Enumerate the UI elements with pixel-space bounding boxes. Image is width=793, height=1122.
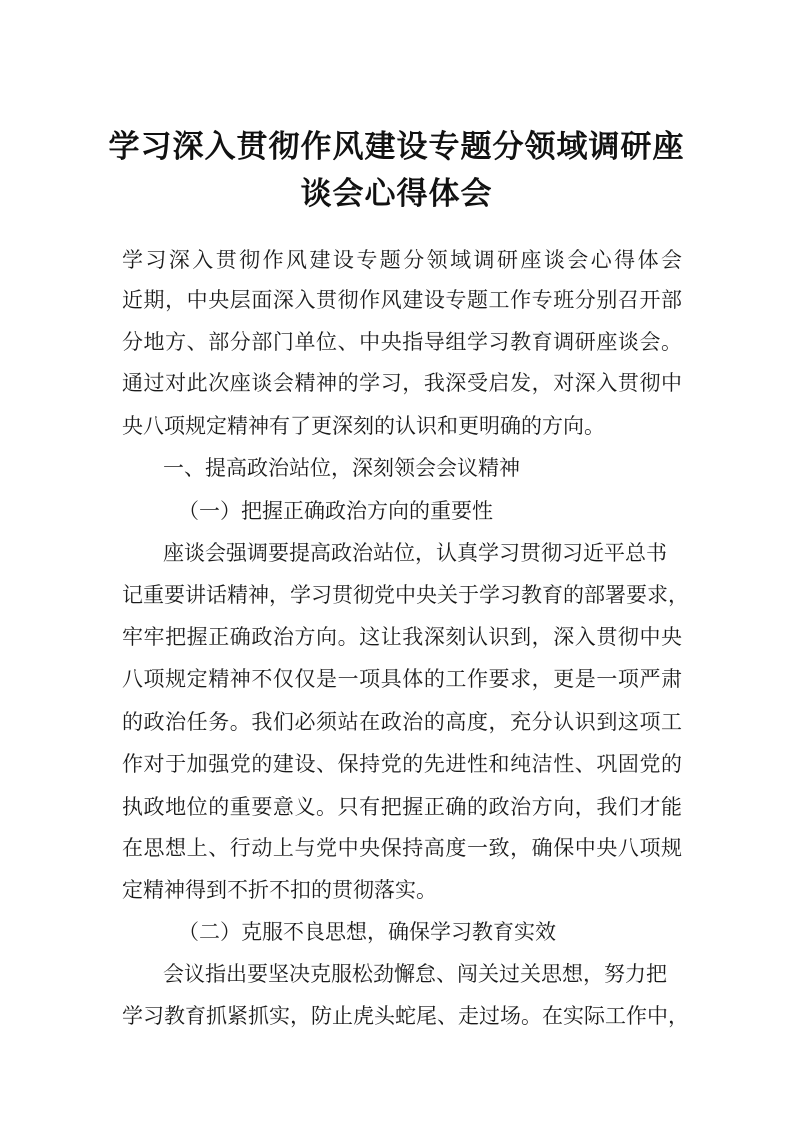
body-line: 近期，中央层面深入贯彻作风建设专题工作专班分别召开部 [122, 288, 682, 312]
document-title-line-2: 谈会心得体会 [300, 176, 493, 212]
body-line: 牢牢把握正确政治方向。这让我深刻认识到，深入贯彻中央 [122, 625, 682, 649]
subsection-heading: （一）把握正确政治方向的重要性 [178, 499, 493, 523]
body-line: 定精神得到不折不扣的贯彻落实。 [122, 878, 437, 902]
body-line: 执政地位的重要意义。只有把握正确的政治方向，我们才能 [122, 795, 682, 819]
body-line: 学习深入贯彻作风建设专题分领域调研座谈会心得体会 [122, 248, 682, 272]
paragraph-first-line: 会议指出要坚决克服松劲懈怠、闯关过关思想，努力把 [163, 962, 667, 986]
body-line: 在思想上、行动上与党中央保持高度一致，确保中央八项规 [122, 836, 682, 860]
body-line: 记重要讲话精神，学习贯彻党中央关于学习教育的部署要求， [122, 583, 689, 607]
paragraph-first-line: 座谈会强调要提高政治站位，认真学习贯彻习近平总书 [163, 541, 667, 565]
body-line: 的政治任务。我们必须站在政治的高度，充分认识到这项工 [122, 710, 682, 734]
section-heading: 一、提高政治站位，深刻领会会议精神 [163, 456, 520, 480]
body-line: 八项规定精神不仅仅是一项具体的工作要求，更是一项严肃 [122, 667, 682, 691]
document-title-line-1: 学习深入贯彻作风建设专题分领域调研座 [108, 129, 685, 165]
body-line: 学习教育抓紧抓实，防止虎头蛇尾、走过场。在实际工作中， [122, 1004, 689, 1028]
body-line: 作对于加强党的建设、保持党的先进性和纯洁性、巩固党的 [122, 752, 682, 776]
body-line: 分地方、部分部门单位、中央指导组学习教育调研座谈会。 [122, 330, 682, 354]
body-line: 通过对此次座谈会精神的学习，我深受启发，对深入贯彻中 [122, 371, 682, 395]
subsection-heading: （二）克服不良思想，确保学习教育实效 [178, 920, 556, 944]
body-line: 央八项规定精神有了更深刻的认识和更明确的方向。 [122, 414, 605, 438]
